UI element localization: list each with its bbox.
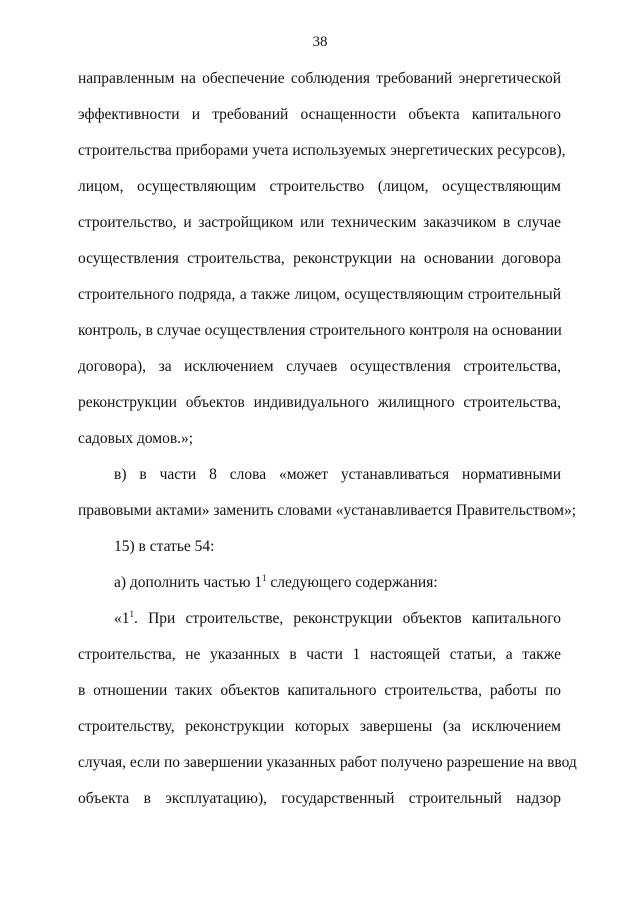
text-fragment: а) дополнить частью 1 [114,574,263,591]
text-line: договора), за исключением случаев осуществления строительства, [78,358,561,375]
text-line: строительства приборами учета используемых энергетических ресурсов), [78,142,566,159]
text-fragment: следующего содержания: [270,574,438,591]
text-line: строительного подряда, а также лицом, осуществляющим строительный [78,286,561,303]
text-line: случая, если по завершении указанных работ получено разрешение на ввод [78,754,577,771]
text-line [114,573,561,593]
text-line: осуществления строительства, реконструкции на основании договора [78,250,561,267]
text-line: садовых домов.»; [78,430,194,447]
text-line: строительству, реконструкции которых завершены (за исключением [78,718,561,735]
text-line: правовыми актами» заменить словами «устанавливается Правительством»; [78,502,577,519]
text-line: реконструкции объектов индивидуального жилищного строительства, [78,394,561,411]
text-line [114,609,561,629]
page-number: 38 [312,34,328,50]
text-line: 15) в статье 54: [114,538,215,555]
superscript: 1 [262,572,267,583]
text-fragment: «1 [114,610,130,627]
text-line: направленным на обеспечение соблюдения требований энергетической [78,70,561,87]
superscript: 1 [129,608,134,619]
text-fragment: . При строительстве, реконструкции объектов капитального [134,610,561,627]
text-line: лицом, осуществляющим строительство (лицом, осуществляющим [78,178,561,195]
text-line: в отношении таких объектов капитального строительства, работы по [78,682,561,699]
text-line: строительство, и застройщиком или техническим заказчиком в случае [78,214,561,231]
text-line: контроль, в случае осуществления строительного контроля на основании [78,322,562,339]
text-line: в) в части 8 слова «может устанавливаться нормативными [114,466,561,483]
text-line: эффективности и требований оснащенности объекта капитального [78,106,561,123]
text-line: строительства, не указанных в части 1 настоящей статьи, а также [78,646,561,663]
text-line: объекта в эксплуатацию), государственный строительный надзор [78,790,561,807]
